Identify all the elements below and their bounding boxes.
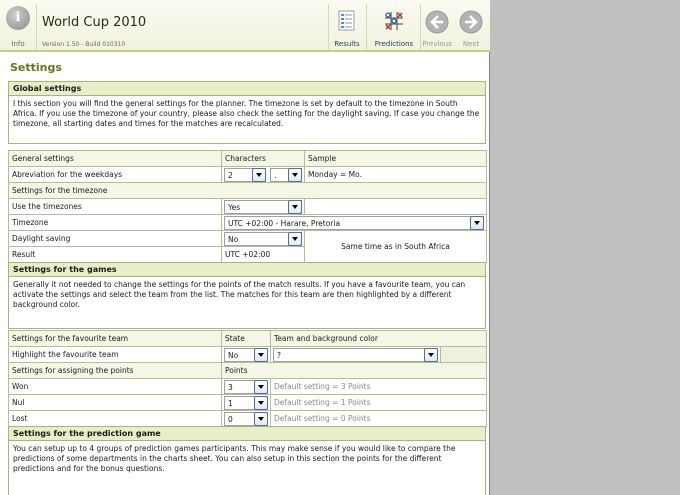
chevron-down-icon[interactable] [252, 168, 266, 182]
characters-header: Characters [222, 151, 305, 167]
table-row [9, 411, 487, 427]
lost-points-select[interactable] [224, 412, 268, 426]
chevron-down-icon[interactable] [288, 200, 302, 214]
next-button[interactable] [456, 4, 486, 50]
section-header: Settings for the prediction game [9, 427, 485, 441]
results-label: Results [334, 40, 360, 48]
chevron-down-icon[interactable] [254, 412, 268, 426]
table-row [9, 395, 487, 411]
previous-label: Previous [422, 40, 452, 48]
nul-cell [222, 395, 271, 411]
results-icon [337, 10, 357, 32]
lost-points-value: 0 [228, 414, 233, 424]
team-value: ? [277, 350, 281, 360]
toolbar-divider [366, 4, 367, 50]
weekday-chars-select[interactable] [224, 168, 266, 182]
highlight-team-cell [222, 347, 271, 363]
won-points-value: 3 [228, 382, 233, 392]
prediction-game-section [8, 426, 486, 495]
won-points-select[interactable] [224, 380, 268, 394]
lost-cell [222, 411, 271, 427]
daylight-saving-label: Daylight saving [9, 231, 222, 247]
daylight-saving-select[interactable] [224, 232, 302, 246]
table-row [9, 183, 487, 199]
weekday-label: Abreviation for the weekdays [9, 167, 222, 183]
info-icon[interactable]: i [6, 6, 30, 30]
highlight-team-label: Highlight the favourite team [9, 347, 222, 363]
favourite-team-header: Settings for the favourite team [9, 331, 222, 347]
app-header [0, 0, 490, 52]
previous-button[interactable] [422, 4, 452, 50]
timezone-section-header: Settings for the timezone [9, 183, 487, 199]
next-arrow-icon [459, 10, 483, 34]
weekday-chars-value: 2 [228, 170, 233, 180]
games-settings-section [8, 262, 486, 329]
section-description: You can setup up to 4 groups of prediction games participants. This may make sense if you would like to compare the predictions of some departments in the charts sheet. You can also setup in this section the points for the different predictions and for the bonus questions. [13, 444, 456, 473]
next-label: Next [462, 40, 480, 48]
lost-label: Lost [9, 411, 222, 427]
nul-points-value: 1 [228, 398, 233, 408]
chevron-down-icon[interactable] [254, 396, 268, 410]
team-cell [271, 347, 441, 363]
use-timezones-label: Use the timezones [9, 199, 222, 215]
previous-arrow-icon [425, 10, 449, 34]
nul-points-select[interactable] [224, 396, 268, 410]
chevron-down-icon[interactable] [288, 232, 302, 246]
nul-label: Nul [9, 395, 222, 411]
table-row [9, 167, 487, 183]
weekday-separator-select[interactable] [270, 168, 302, 182]
sample-header: Sample [305, 151, 487, 167]
info-label: Info [11, 40, 25, 48]
state-header: State [222, 331, 271, 347]
table-row [9, 215, 487, 231]
weekday-cells [222, 167, 305, 183]
app-title: World Cup 2010 [42, 15, 147, 30]
timezone-select[interactable] [224, 216, 484, 230]
table-row [9, 363, 487, 379]
chevron-down-icon[interactable] [424, 348, 438, 362]
team-select[interactable] [273, 348, 438, 362]
table-row [9, 151, 487, 167]
timezone-value: UTC +02:00 - Harare, Pretoria [228, 218, 341, 228]
results-button[interactable] [330, 4, 364, 50]
use-timezones-cell [222, 199, 305, 215]
highlight-team-select[interactable] [224, 348, 268, 362]
table-row [9, 331, 487, 347]
general-settings-table [8, 150, 487, 263]
predictions-button[interactable] [370, 4, 418, 50]
settings-content [0, 54, 490, 495]
points-header: Points [222, 363, 487, 379]
daylight-saving-value: No [228, 234, 239, 244]
games-settings-table [8, 330, 487, 427]
predictions-icon [383, 10, 405, 32]
section-header: Settings for the games [9, 263, 485, 277]
use-timezones-select[interactable] [224, 200, 302, 214]
won-default: Default setting = 3 Points [271, 379, 487, 395]
team-color-header: Team and background color [271, 331, 487, 347]
won-label: Won [9, 379, 222, 395]
timezone-cell [222, 215, 487, 231]
table-row [9, 199, 487, 215]
table-row [9, 347, 487, 363]
section-description: Generally it not needed to change the settings for the points of the match results. If you have a favourite team, you can activate the settings and select the team from the list. The matches for this team are then highlighted by a different background color. [13, 280, 466, 309]
won-cell [222, 379, 271, 395]
result-label: Result [9, 247, 222, 263]
daylight-saving-cell [222, 231, 305, 247]
global-settings-section [8, 81, 486, 144]
team-color-swatch [441, 347, 487, 363]
section-header: Global settings [9, 82, 485, 96]
predictions-label: Predictions [374, 40, 414, 48]
page-title: Settings [10, 61, 62, 74]
version-label: Version 1.50 - Build 010310 [42, 41, 126, 48]
toolbar-divider [420, 4, 421, 50]
highlight-team-value: No [228, 350, 239, 360]
toolbar-divider [328, 4, 329, 50]
lost-default: Default setting = 0 Points [271, 411, 487, 427]
empty-cell [305, 199, 487, 215]
chevron-down-icon[interactable] [254, 380, 268, 394]
chevron-down-icon[interactable] [288, 168, 302, 182]
chevron-down-icon[interactable] [254, 348, 268, 362]
weekday-sample: Monday = Mo. [305, 167, 487, 183]
nul-default: Default setting = 1 Points [271, 395, 487, 411]
table-row [9, 231, 487, 247]
result-value: UTC +02:00 [222, 247, 305, 263]
table-row [9, 379, 487, 395]
points-section-header: Settings for assigning the points [9, 363, 222, 379]
use-timezones-value: Yes [228, 202, 241, 212]
weekday-separator-value: . [274, 170, 277, 180]
timezone-label: Timezone [9, 215, 222, 231]
general-settings-header: General settings [9, 151, 222, 167]
chevron-down-icon[interactable] [470, 216, 484, 230]
header-divider [36, 4, 37, 50]
section-description: I this section you will find the general settings for the planner. The timezone is set by default to the timezone in South Africa. If you use the timezone of your country, please also check the setting for the daylight saving. If case you change the timezone, all starting dates and times for the matches are recalculated. [13, 99, 480, 128]
daylight-saving-note: Same time as in South Africa [305, 231, 487, 263]
